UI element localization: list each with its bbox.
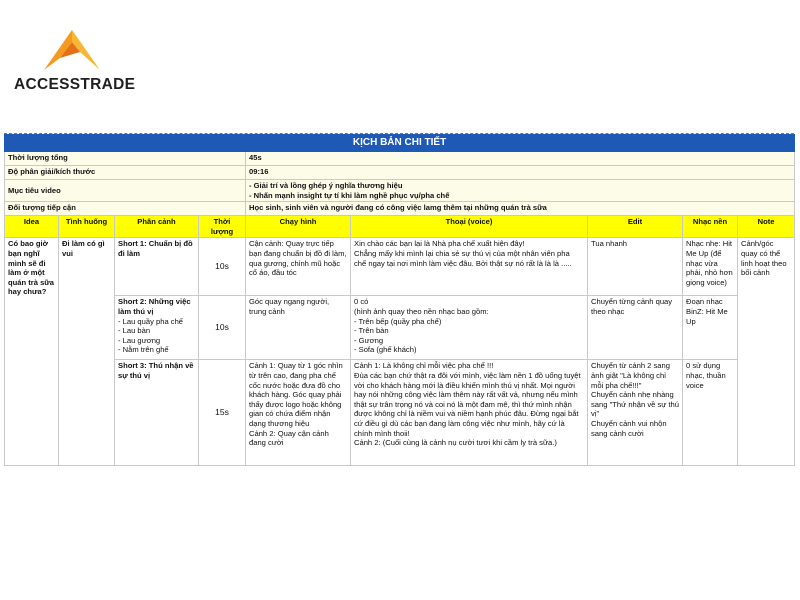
- table-row: [5, 238, 795, 296]
- music-cell-3[interactable]: 0 sử dụng nhạc, thuần voice: [683, 360, 738, 466]
- column-header-duration[interactable]: Thời lượng: [199, 216, 246, 238]
- situation-cell[interactable]: Đi làm có gì vui: [59, 238, 115, 466]
- idea-cell[interactable]: Có bao giờ bạn nghĩ mình sẽ đi làm ở một quán trà sữa hay chưa?: [5, 238, 59, 466]
- voice-cell-1[interactable]: Xin chào các bạn lại là Nhà pha chế xuất hiện đây! Chẳng mấy khi mình lại chia sẻ sự thú vị của một nhân viên pha chế ngay tại nơi mình làm việc đâu. Bởi thật sự nó rất là là là .....: [351, 238, 588, 296]
- column-header-idea[interactable]: Idea: [5, 216, 59, 238]
- scene-cell-2[interactable]: [115, 296, 199, 360]
- table-row: [5, 296, 795, 360]
- script-sheet: [4, 133, 794, 466]
- visual-cell-1[interactable]: Cận cảnh: Quay trực tiếp bạn đang chuẩn bị đồ đi làm, qua gương, chỉnh mũ hoặc cổ áo, đầu tóc: [246, 238, 351, 296]
- accesstrade-logo: [14, 28, 134, 98]
- column-header-visual[interactable]: Chạy hình: [246, 216, 351, 238]
- column-header-situation[interactable]: Tình huống: [59, 216, 115, 238]
- music-cell-2[interactable]: Đoạn nhạc BinZ: Hit Me Up: [683, 296, 738, 360]
- visual-cell-2[interactable]: Góc quay ngang người, trung cảnh: [246, 296, 351, 360]
- edit-cell-2[interactable]: Chuyển từng cảnh quay theo nhạc: [588, 296, 683, 360]
- info-value-resolution[interactable]: 09:16: [246, 166, 795, 180]
- info-label-goal: Mục tiêu video: [5, 180, 246, 202]
- duration-cell-1[interactable]: 10s: [199, 238, 246, 296]
- duration-cell-3[interactable]: 15s: [199, 360, 246, 466]
- script-table: [4, 134, 795, 466]
- note-cell[interactable]: Cảnh/góc quay có thể linh hoạt theo bối cảnh: [738, 238, 795, 466]
- scene-cell-3[interactable]: Short 3: Thú nhận về sự thú vị: [115, 360, 199, 466]
- edit-cell-1[interactable]: Tua nhanh: [588, 238, 683, 296]
- voice-cell-3[interactable]: Cảnh 1: Là không chỉ mỗi việc pha chế !!! Đùa các bạn chứ thật ra đôi với mình, việc làm nền 1 đồ uống tuyệt vời cho khách hàng mới là điều khiến mình thú vị nhất. Mọi người hay nói những công việc làm thêm này rất vất vả, nhưng nếu mình thật sự trân trọng nó và coi nó là một đam mê, thì thứ mình nhận được không chỉ là niềm vui và niềm hạnh phúc đâu. Đừng ngại bắt cứ điều gì dù các bạn đang làm công việc như mình, hãy cứ là chính mình thoii! Cảnh 2: (Cuối cùng là cảnh nụ cười tươi khi cầm ly trà sữa.): [351, 360, 588, 466]
- info-label-duration: Thời lượng tổng: [5, 152, 246, 166]
- voice-cell-2[interactable]: 0 có (hình ảnh quay theo nền nhạc bao gồm: - Trên bếp (quầy pha chế) - Trên bàn - Gương - Sofa (ghế khách): [351, 296, 588, 360]
- info-label-audience: Đối tượng tiếp cận: [5, 202, 246, 216]
- duration-cell-2[interactable]: 10s: [199, 296, 246, 360]
- column-header-scene[interactable]: Phân cảnh: [115, 216, 199, 238]
- scene-cell-1[interactable]: Short 1: Chuẩn bị đồ đi làm: [115, 238, 199, 296]
- info-value-duration[interactable]: 45s: [246, 152, 795, 166]
- table-row: [5, 360, 795, 466]
- info-value-audience[interactable]: Học sinh, sinh viên và người đang có công việc lamg thêm tại những quán trà sữa: [246, 202, 795, 216]
- column-header-edit[interactable]: Edit: [588, 216, 683, 238]
- music-cell-1[interactable]: Nhạc nhẹ: Hit Me Up (để nhạc vừa phải, nhỏ hơn giọng voice): [683, 238, 738, 296]
- column-header-note[interactable]: Note: [738, 216, 795, 238]
- column-header-voice[interactable]: Thoại (voice): [351, 216, 588, 238]
- info-value-goal[interactable]: - Giải trí và lồng ghép ý nghĩa thương hiệu - Nhấn mạnh insight tự tí khi làm nghề phục vụ/pha chế: [246, 180, 795, 202]
- edit-cell-3[interactable]: Chuyển từ cảnh 2 sang ảnh giật "Là không chỉ mỗi pha chế!!!" Chuyển cảnh nhẹ nhàng sang "Thứ nhận về sự thú vị" Chuyển cảnh vui nhộn sang cảnh cười: [588, 360, 683, 466]
- info-label-resolution: Độ phân giải/kích thước: [5, 166, 246, 180]
- brand-name: ACCESSTRADE: [14, 76, 136, 93]
- column-header-music[interactable]: Nhạc nền: [683, 216, 738, 238]
- visual-cell-3[interactable]: Cảnh 1: Quay từ 1 góc nhìn từ trên cao, đang pha chế cốc nước hoặc đưa đồ cho khách hàng. Góc quay phải thấy được logo hoặc không gian có chứa điểm nhận dạng thương hiệu Cảnh 2: Quay cận cảnh đang cười: [246, 360, 351, 466]
- sheet-title: KỊCH BẢN CHI TIẾT: [5, 135, 795, 152]
- mountain-logo-icon: [40, 28, 104, 72]
- scene-title-2: Short 2: Những việc làm thú vị: [118, 297, 191, 316]
- scene-items-2: - Lau quầy pha chế - Lau bàn - Lau gương - Nằm trên ghế: [118, 316, 184, 355]
